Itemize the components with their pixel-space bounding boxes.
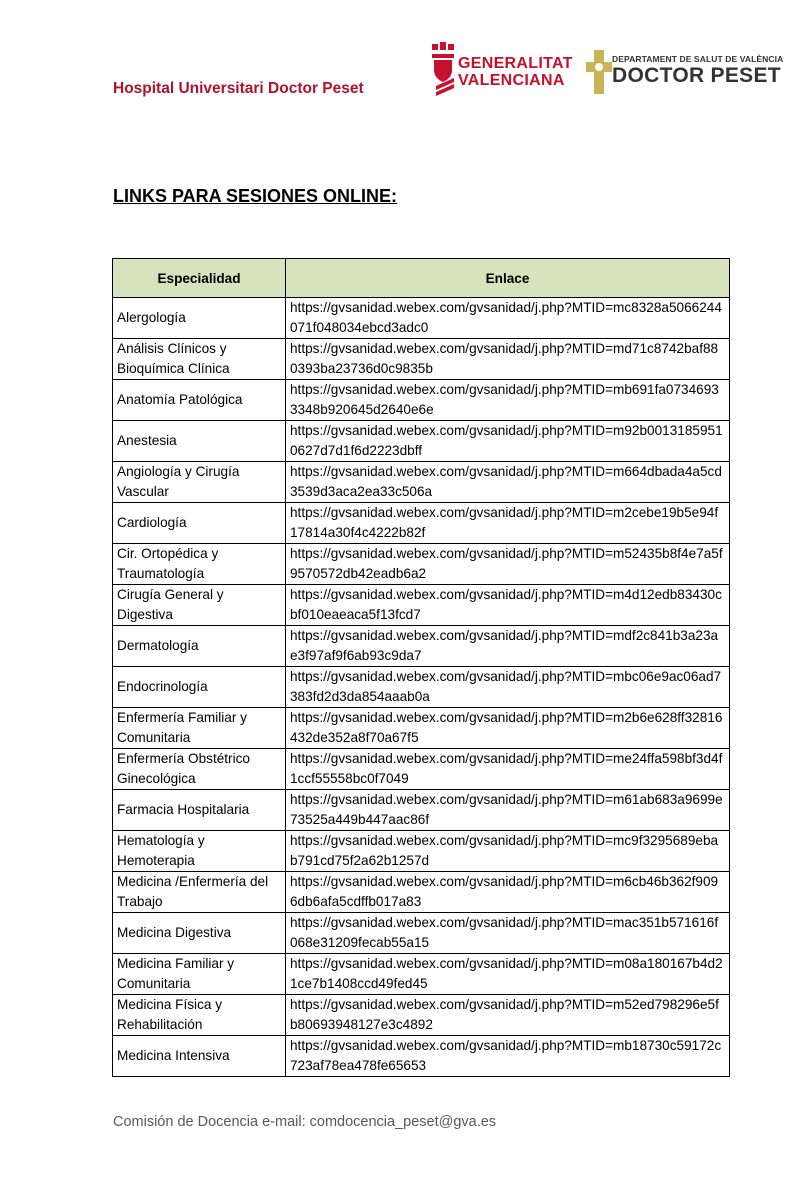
specialty-cell: Cardiología [113,503,286,544]
table-row [113,626,730,667]
link-cell[interactable]: https://gvsanidad.webex.com/gvsanidad/j.php?MTID=m52435b8f4e7a5f9570572db42eadb6a2 [286,544,730,585]
table-row [113,995,730,1036]
table-row [113,503,730,544]
specialty-cell: Angiología y Cirugía Vascular [113,462,286,503]
specialty-cell: Anatomía Patológica [113,380,286,421]
specialty-cell: Cir. Ortopédica y Traumatología [113,544,286,585]
link-cell[interactable]: https://gvsanidad.webex.com/gvsanidad/j.php?MTID=mc8328a5066244071f048034ebcd3adc0 [286,298,730,339]
peset-name: DOCTOR PESET [612,64,781,87]
table-row [113,913,730,954]
specialty-cell: Enfermería Familiar y Comunitaria [113,708,286,749]
specialty-cell: Dermatología [113,626,286,667]
link-cell[interactable]: https://gvsanidad.webex.com/gvsanidad/j.php?MTID=mc9f3295689ebab791cd75f2a62b1257d [286,831,730,872]
table-row [113,544,730,585]
hospital-name: Hospital Universitari Doctor Peset [113,80,364,97]
link-cell[interactable]: https://gvsanidad.webex.com/gvsanidad/j.php?MTID=m08a180167b4d21ce7b1408ccd49fed45 [286,954,730,995]
table-row [113,298,730,339]
table-row [113,380,730,421]
specialty-cell: Enfermería Obstétrico Ginecológica [113,749,286,790]
table-row [113,462,730,503]
generalitat-wordmark [458,55,573,89]
header-link: Enlace [286,259,730,298]
specialty-cell: Endocrinología [113,667,286,708]
table-row [113,339,730,380]
link-cell[interactable]: https://gvsanidad.webex.com/gvsanidad/j.php?MTID=m2cebe19b5e94f17814a30f4c4222b82f [286,503,730,544]
link-cell[interactable]: https://gvsanidad.webex.com/gvsanidad/j.php?MTID=m664dbada4a5cd3539d3aca2ea33c506a [286,462,730,503]
header-specialty: Especialidad [113,259,286,298]
table-row [113,954,730,995]
specialty-cell: Medicina Física y Rehabilitación [113,995,286,1036]
link-cell[interactable]: https://gvsanidad.webex.com/gvsanidad/j.php?MTID=mb18730c59172c723af78ea478fe65653 [286,1036,730,1077]
specialty-cell: Hematología y Hemoterapia [113,831,286,872]
specialty-cell: Medicina Intensiva [113,1036,286,1077]
link-cell[interactable]: https://gvsanidad.webex.com/gvsanidad/j.php?MTID=me24ffa598bf3d4f1ccf55558bc0f7049 [286,749,730,790]
link-cell[interactable]: https://gvsanidad.webex.com/gvsanidad/j.php?MTID=m4d12edb83430cbf010eaeaca5f13fcd7 [286,585,730,626]
link-cell[interactable]: https://gvsanidad.webex.com/gvsanidad/j.php?MTID=mb691fa07346933348b920645d2640e6e [286,380,730,421]
doctor-peset-logo-icon [584,46,614,98]
link-cell[interactable]: https://gvsanidad.webex.com/gvsanidad/j.php?MTID=m61ab683a9699e73525a449b447aac86f [286,790,730,831]
table-row [113,585,730,626]
link-cell[interactable]: https://gvsanidad.webex.com/gvsanidad/j.php?MTID=m2b6e628ff32816432de352a8f70a67f5 [286,708,730,749]
table-row [113,708,730,749]
specialty-cell: Medicina Familiar y Comunitaria [113,954,286,995]
table-row [113,1036,730,1077]
table-row [113,667,730,708]
table-header-row [113,259,730,298]
link-cell[interactable]: https://gvsanidad.webex.com/gvsanidad/j.php?MTID=mbc06e9ac06ad7383fd2d3da854aaab0a [286,667,730,708]
specialty-cell: Análisis Clínicos y Bioquímica Clínica [113,339,286,380]
link-cell[interactable]: https://gvsanidad.webex.com/gvsanidad/j.php?MTID=mdf2c841b3a23ae3f97af9f6ab93c9da7 [286,626,730,667]
page-title: LINKS PARA SESIONES ONLINE: [113,186,398,206]
sessions-table [112,258,730,1077]
footer-contact: Comisión de Docencia e-mail: comdocencia_peset@gva.es [113,1114,497,1130]
table-row [113,831,730,872]
link-cell[interactable]: https://gvsanidad.webex.com/gvsanidad/j.php?MTID=mac351b571616f068e31209fecab55a15 [286,913,730,954]
table-row [113,749,730,790]
link-cell[interactable]: https://gvsanidad.webex.com/gvsanidad/j.php?MTID=m6cb46b362f9096db6afa5cdffb017a83 [286,872,730,913]
table-row [113,790,730,831]
specialty-cell: Anestesia [113,421,286,462]
specialty-cell: Cirugía General y Digestiva [113,585,286,626]
gva-line1: GENERALITAT [458,55,573,72]
link-cell[interactable]: https://gvsanidad.webex.com/gvsanidad/j.php?MTID=md71c8742baf880393ba23736d0c9835b [286,339,730,380]
peset-department: DEPARTAMENT DE SALUT DE VALÈNCIA [612,54,784,64]
specialty-cell: Medicina Digestiva [113,913,286,954]
specialty-cell: Farmacia Hospitalaria [113,790,286,831]
specialty-cell: Alergología [113,298,286,339]
table-row [113,421,730,462]
link-cell[interactable]: https://gvsanidad.webex.com/gvsanidad/j.php?MTID=m52ed798296e5fb80693948127e3c4892 [286,995,730,1036]
table-row [113,872,730,913]
gva-line2: VALENCIANA [458,72,565,89]
specialty-cell: Medicina /Enfermería del Trabajo [113,872,286,913]
link-cell[interactable]: https://gvsanidad.webex.com/gvsanidad/j.php?MTID=m92b00131859510627d7d1f6d2223dbff [286,421,730,462]
